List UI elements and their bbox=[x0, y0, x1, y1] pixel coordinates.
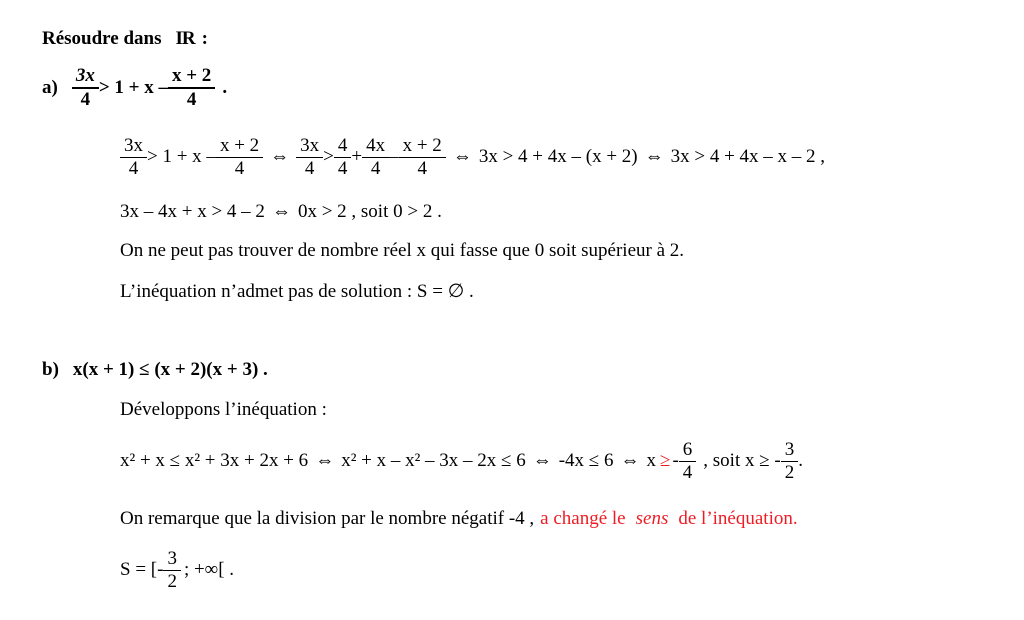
part-a-label: a) bbox=[42, 76, 58, 98]
part-b-label: b) bbox=[42, 359, 59, 380]
equivalence-symbol: ⇔ bbox=[620, 450, 640, 472]
expression-text: x² + x – x² – 3x – 2x ≤ 6 bbox=[341, 450, 526, 472]
fraction: $\frac{x + 2}{4}$ bbox=[218, 136, 261, 179]
remark-highlight: a changé le bbox=[540, 508, 626, 529]
fraction: $\frac{6}{4}$ bbox=[681, 440, 695, 483]
expression-text: 3x – 4x + x > 4 – 2 bbox=[120, 201, 265, 222]
expression-text: > bbox=[323, 146, 334, 168]
fraction: $\frac{4}{4}$ bbox=[336, 136, 350, 179]
solution-text: S = [- bbox=[120, 559, 164, 581]
equivalence-symbol: ⇔ bbox=[452, 146, 472, 168]
fraction: $\frac{4x}{4}$ bbox=[364, 136, 387, 179]
part-a-line-1 bbox=[120, 136, 825, 179]
expression-text: , soit x ≥ - bbox=[703, 450, 781, 472]
fraction: $\frac{3x}{4}$ bbox=[298, 136, 321, 179]
expression-text: > 1 + x – bbox=[147, 146, 216, 168]
solution-text: ; +∞[ . bbox=[183, 559, 235, 581]
heading bbox=[42, 28, 208, 50]
part-b-remark bbox=[120, 508, 798, 530]
part-a-line-4: L’inéquation n’admet pas de solution : S = ∅ . bbox=[120, 281, 474, 302]
fraction: $\frac{3}{2}$ bbox=[783, 440, 797, 483]
equivalence-symbol: ⇔ bbox=[532, 450, 552, 472]
heading-text: Résoudre dans bbox=[42, 28, 162, 49]
expression-text: – bbox=[389, 146, 399, 168]
part-a-line-2 bbox=[120, 201, 442, 223]
statement-text: x(x + 1) ≤ (x + 2)(x + 3) . bbox=[72, 359, 268, 380]
equivalence-symbol: ⇔ bbox=[270, 146, 290, 168]
period: . bbox=[798, 450, 803, 472]
fraction: $\frac{3x}{4}$ bbox=[74, 66, 97, 110]
part-b-statement bbox=[42, 359, 268, 381]
expression-text: + bbox=[351, 146, 363, 168]
expression-text: 3x > 4 + 4x – x – 2 , bbox=[670, 146, 826, 168]
equivalence-symbol: ⇔ bbox=[644, 146, 664, 168]
expression-text: 3x > 4 + 4x – (x + 2) bbox=[478, 146, 638, 168]
fraction: $\frac{3x}{4}$ bbox=[122, 136, 145, 179]
part-a-statement bbox=[42, 66, 227, 110]
part-a-line-3: On ne peut pas trouver de nombre réel x qui fasse que 0 soit supérieur à 2. bbox=[120, 240, 685, 261]
part-b-solution bbox=[120, 549, 234, 592]
highlighted-inequality-sign: ≥ bbox=[660, 450, 671, 472]
minus-sign: - bbox=[672, 450, 679, 472]
part-b-line-1 bbox=[120, 440, 803, 483]
remark-highlight-italic: sens bbox=[635, 508, 669, 529]
expression-text: x bbox=[646, 450, 656, 472]
heading-colon: : bbox=[201, 28, 208, 49]
expression-text: -4x ≤ 6 bbox=[558, 450, 614, 472]
remark-highlight: de l’inéquation. bbox=[678, 508, 798, 529]
part-b-intro: Développons l’inéquation : bbox=[120, 399, 327, 420]
period: . bbox=[222, 76, 228, 98]
equivalence-symbol: ⇔ bbox=[315, 450, 335, 472]
expression-text: 0x > 2 , soit 0 > 2 . bbox=[297, 201, 442, 222]
fraction: $\frac{x + 2}{4}$ bbox=[170, 66, 213, 110]
remark-text: On remarque que la division par le nombre négatif -4 , bbox=[120, 508, 535, 529]
equivalence-symbol: ⇔ bbox=[271, 201, 291, 222]
expression-text: x² + x ≤ x² + 3x + 2x + 6 bbox=[120, 450, 309, 472]
statement-text: > 1 + x – bbox=[98, 76, 168, 98]
fraction: $\frac{3}{2}$ bbox=[165, 549, 179, 592]
fraction: $\frac{x + 2}{4}$ bbox=[401, 136, 444, 179]
real-set-symbol: IR bbox=[175, 28, 195, 49]
